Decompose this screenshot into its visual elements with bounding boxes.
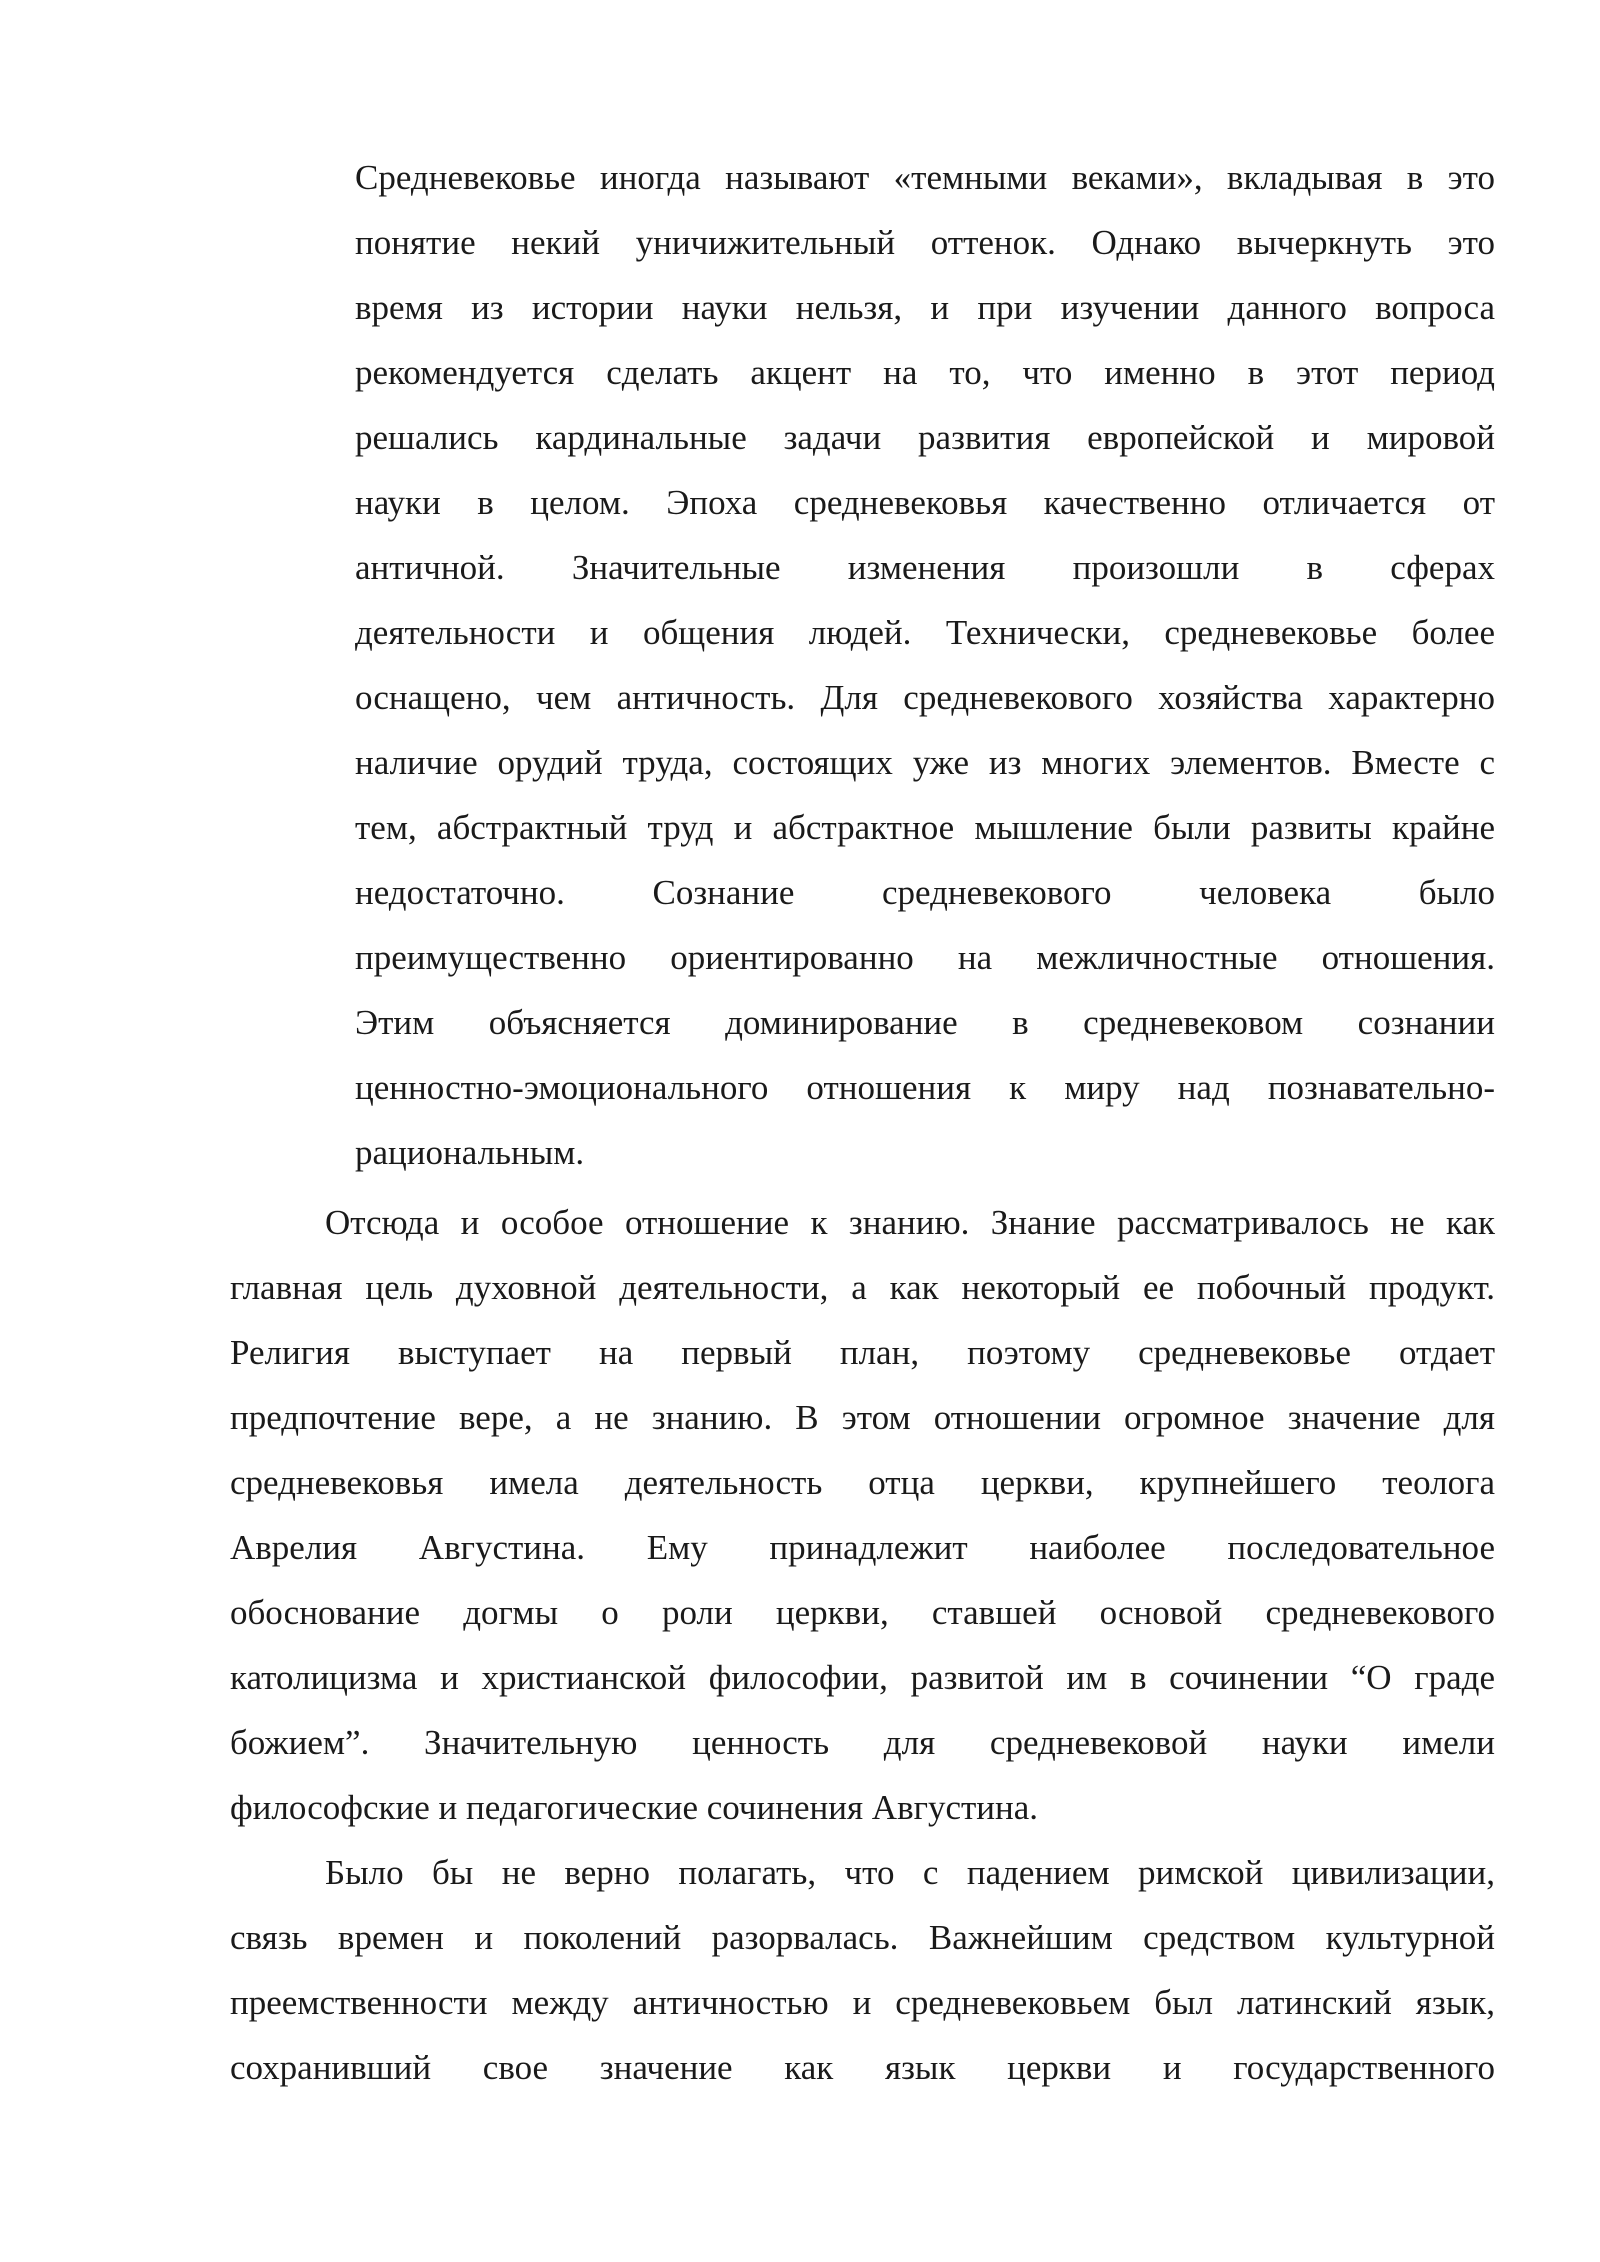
text-line: философские и педагогические сочинения Августина. bbox=[230, 1788, 1039, 1827]
text-line: связь времен и поколений разорвалась. Важнейшим средством культурной bbox=[230, 1918, 1495, 1957]
text-line: преемственности между античностью и средневековьем был латинский язык, bbox=[230, 1983, 1495, 2022]
text-line: Было бы не верно полагать, что с падением римской цивилизации, bbox=[325, 1853, 1495, 1892]
text-line: тем, абстрактный труд и абстрактное мышление были развиты крайне bbox=[355, 808, 1495, 847]
text-line: Этим объясняется доминирование в средневековом сознании bbox=[355, 1003, 1495, 1042]
text-line: оснащено, чем античность. Для средневекового хозяйства характерно bbox=[355, 678, 1495, 717]
text-line: Средневековье иногда называют «темными веками», вкладывая в это bbox=[355, 158, 1495, 197]
text-line: предпочтение вере, а не знанию. В этом отношении огромное значение для bbox=[230, 1398, 1495, 1437]
text-line: Аврелия Августина. Ему принадлежит наиболее последовательное bbox=[230, 1528, 1495, 1567]
text-line: главная цель духовной деятельности, а как некоторый ее побочный продукт. bbox=[230, 1268, 1495, 1307]
text-line: сохранивший свое значение как язык церкви и государственного bbox=[230, 2048, 1495, 2087]
text-line: наличие орудий труда, состоящих уже из многих элементов. Вместе с bbox=[355, 743, 1495, 782]
text-line: решались кардинальные задачи развития европейской и мировой bbox=[355, 418, 1495, 457]
text-line: ценностно-эмоционального отношения к миру над познавательно- bbox=[355, 1068, 1495, 1107]
indented-quote-block bbox=[355, 145, 1495, 1185]
text-line: Отсюда и особое отношение к знанию. Знание рассматривалось не как bbox=[325, 1203, 1495, 1242]
text-line: католицизма и христианской философии, развитой им в сочинении “О граде bbox=[230, 1658, 1495, 1697]
paragraph-latin-language bbox=[230, 1840, 1495, 2100]
text-line: обоснование догмы о роли церкви, ставшей основой средневекового bbox=[230, 1593, 1495, 1632]
paragraph-knowledge bbox=[230, 1190, 1495, 1840]
text-line: преимущественно ориентированно на межличностные отношения. bbox=[355, 938, 1495, 977]
text-line: деятельности и общения людей. Технически, средневековье более bbox=[355, 613, 1495, 652]
text-line: время из истории науки нельзя, и при изучении данного вопроса bbox=[355, 288, 1495, 327]
text-line: понятие некий уничижительный оттенок. Однако вычеркнуть это bbox=[355, 223, 1495, 262]
text-line: рациональным. bbox=[355, 1133, 585, 1172]
text-line: науки в целом. Эпоха средневековья качественно отличается от bbox=[355, 483, 1495, 522]
text-line: Религия выступает на первый план, поэтому средневековье отдает bbox=[230, 1333, 1495, 1372]
text-line: божием”. Значительную ценность для средневековой науки имели bbox=[230, 1723, 1495, 1762]
text-line: рекомендуется сделать акцент на то, что именно в этот период bbox=[355, 353, 1495, 392]
text-line: античной. Значительные изменения произошли в сферах bbox=[355, 548, 1495, 587]
text-line: недостаточно. Сознание средневекового человека было bbox=[355, 873, 1495, 912]
text-line: средневековья имела деятельность отца церкви, крупнейшего теолога bbox=[230, 1463, 1495, 1502]
